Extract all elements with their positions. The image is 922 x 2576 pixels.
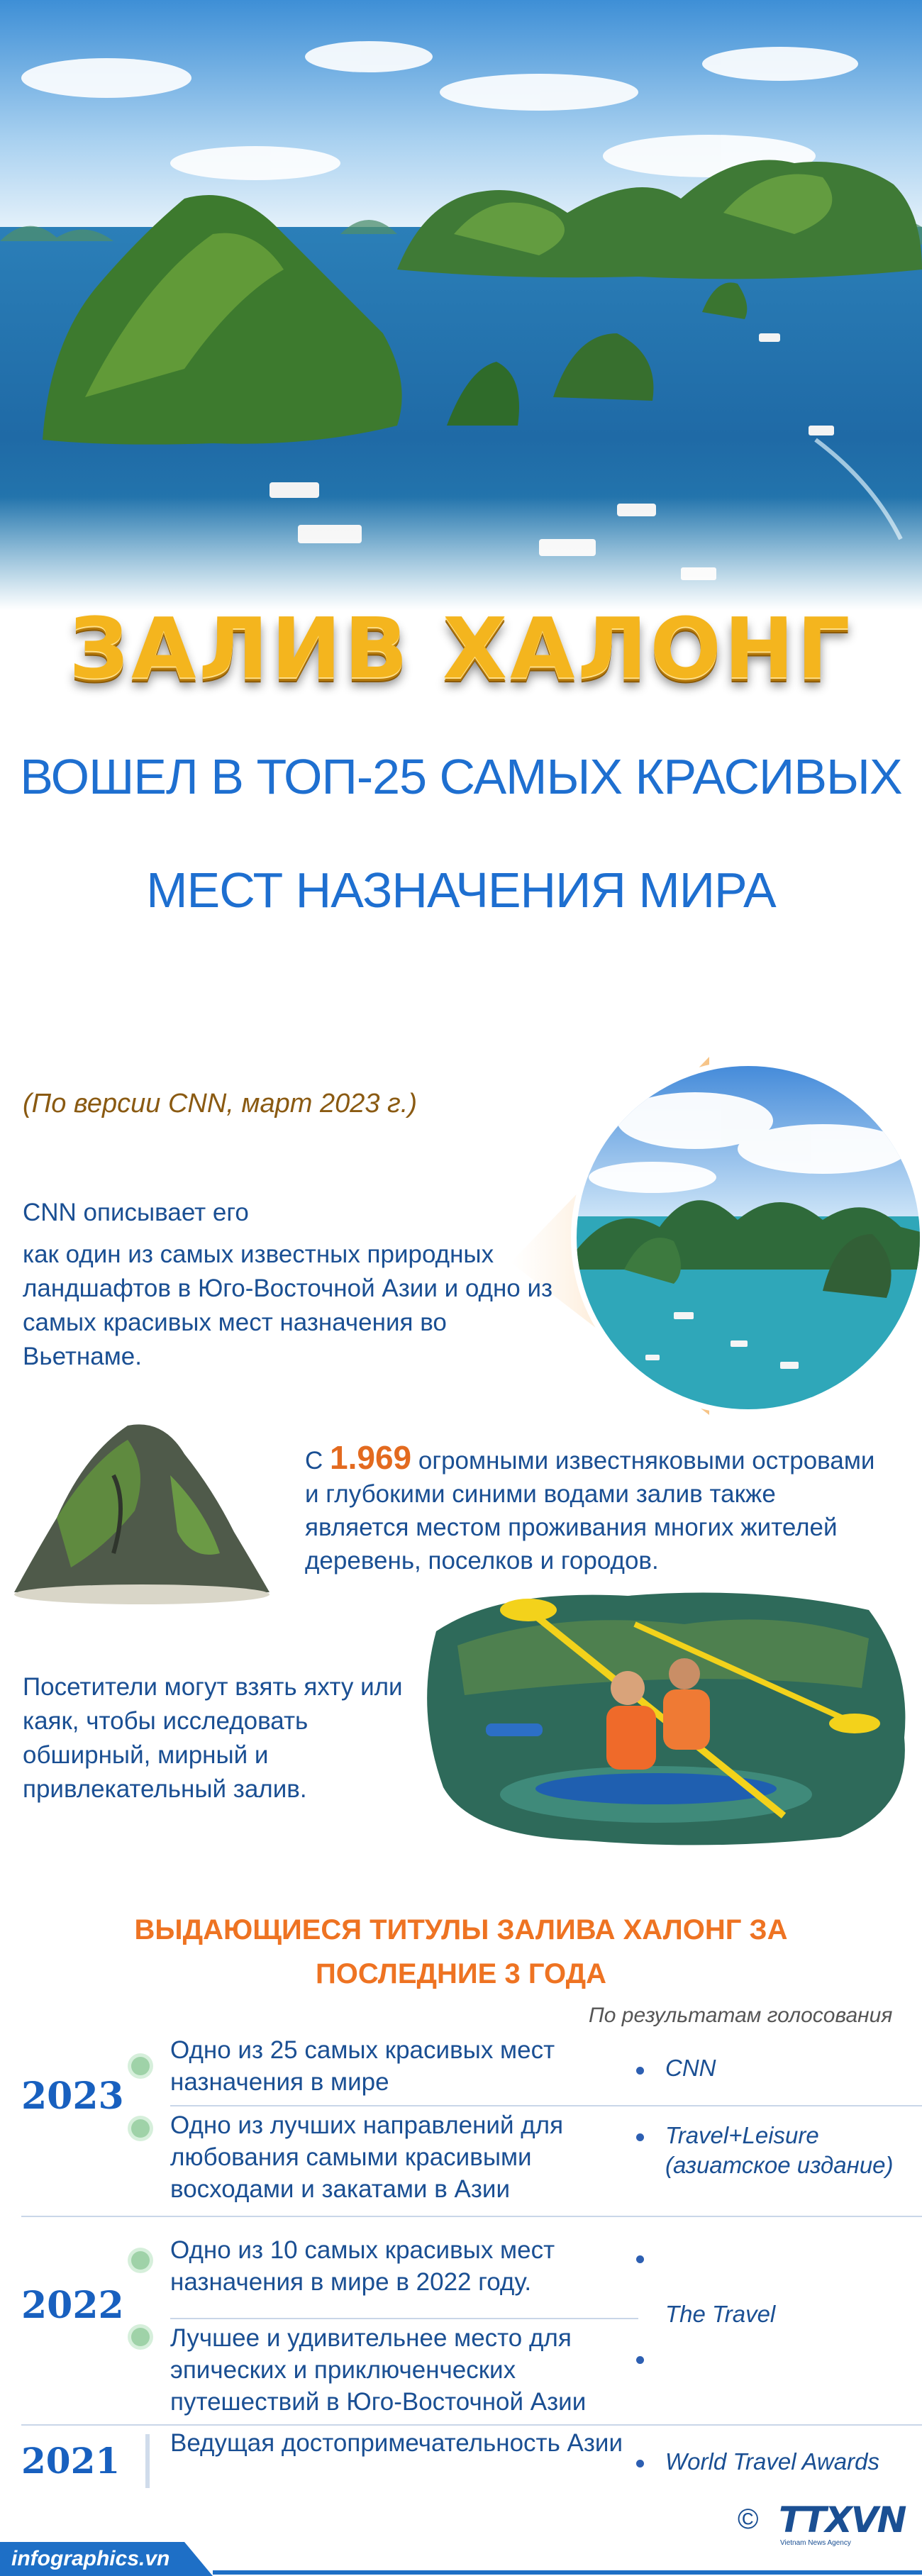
limestone-island-image [7,1411,277,1610]
copyright-symbol: © [738,2504,759,2535]
titles-heading-line-1: ВЫДАЮЩИЕСЯ ТИТУЛЫ ЗАЛИВА ХАЛОНГ ЗА [134,1914,788,1945]
row-divider [170,2318,638,2319]
subtitle-line-1: ВОШЕЛ В ТОП-25 САМЫХ КРАСИВЫХ [20,749,902,804]
islands-count: 1.969 [330,1439,412,1476]
ttxvn-logo: TTXVN [779,2499,906,2541]
subtitle-line-2: МЕСТ НАЗНАЧЕНИЯ МИРА [146,862,776,918]
dot-icon [636,2460,644,2467]
vote-source: World Travel Awards [665,2448,879,2475]
title-entry: Ведущая достопримечательность Азии [170,2429,623,2457]
title-entry: Одно из лучших направлений для любования самыми красивыми восходами и закатами в Азии [170,2111,564,2203]
cnn-intro-label: CNN описывает его [23,1199,249,1226]
islands-prefix: С [305,1447,330,1475]
bullet-icon [131,2251,150,2270]
vote-source: Travel+Leisure (азиатское издание) [665,2122,894,2178]
titles-heading [0,1908,922,1996]
cnn-description: как один из самых известных природных ландшафтов в Юго-Восточной Азии и одно из самых красивых мест назначения во Вьетнаме. [23,1240,553,1370]
row-divider [170,2105,922,2106]
vote-source: The Travel [665,2301,776,2327]
title-entry: Одно из 25 самых красивых мест назначения в мире [170,2036,555,2096]
bullet-icon [131,2328,150,2346]
dot-icon [636,2133,644,2141]
title-entry: Одно из 10 самых красивых мест назначения в мире в 2022 году. [170,2236,555,2296]
vote-source-header: По результатам голосования [589,2004,893,2027]
titles-heading-line-2: ПОСЛЕДНИЕ 3 ГОДА [316,1958,606,1989]
title-entry: Лучшее и удивительнее место для эпических и приключенческих путешествий в Юго-Восточной Азии [170,2324,587,2416]
year-separator [145,2434,150,2488]
dot-icon [636,2255,644,2263]
year-2022: 2022 [21,2284,124,2327]
visitors-description: Посетители могут взять яхту или каяк, чтобы исследовать обширный, мирный и привлекательный залив. [23,1673,403,1803]
year-2023: 2023 [21,2075,124,2118]
vote-source: CNN [665,2055,716,2081]
bullet-icon [131,2119,150,2138]
bay-circle-photo [567,1057,922,1419]
islands-description [305,1441,887,1577]
bullet-icon [131,2057,150,2075]
dot-icon [636,2067,644,2075]
year-divider [21,2424,922,2426]
ttxvn-logo-subtext: Vietnam News Agency [780,2539,851,2547]
kayak-photo [415,1582,922,1851]
year-divider [21,2216,922,2217]
footer-line [213,2570,922,2575]
islands-suffix: огромными известняковыми островами и глубокими синими водами залив также является местом проживания многих жителей деревень, поселков и городов. [305,1447,875,1575]
source-note: (По версии CNN, март 2023 г.) [23,1089,417,1118]
year-2021: 2021 [21,2440,121,2482]
footer-site-link[interactable]: infographics.vn [11,2547,170,2570]
main-title: ЗАЛИВ ХАЛОНГ [69,599,853,697]
hero-bay-photo [0,0,922,610]
dot-icon [636,2356,644,2364]
